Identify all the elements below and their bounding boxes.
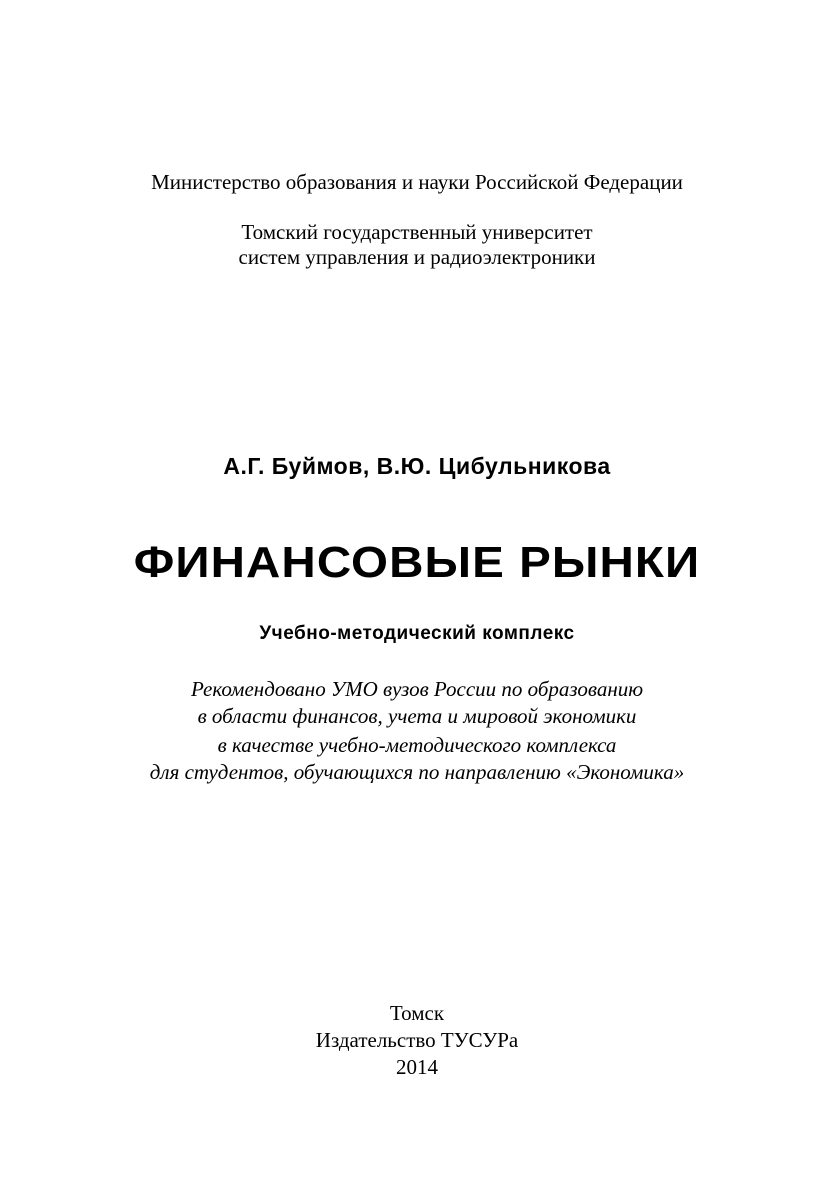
book-subtitle: Учебно-методический комплекс — [259, 623, 575, 644]
recommendation-line-3: в качестве учебно-методического комплекса — [217, 733, 617, 757]
university-line-1: Томский государственный университет — [241, 220, 593, 244]
imprint-publisher: Издательство ТУСУРа — [315, 1028, 519, 1052]
authors: А.Г. Буймов, В.Ю. Цибульникова — [223, 453, 611, 479]
book-title: ФИНАНСОВЫЕ РЫНКИ — [133, 538, 701, 587]
imprint-city: Томск — [389, 1001, 445, 1025]
recommendation-line-1: Рекомендовано УМО вузов России по образованию — [190, 677, 644, 701]
ministry-line: Министерство образования и науки Российской Федерации — [151, 170, 683, 194]
university-line-2: систем управления и радиоэлектроники — [238, 245, 596, 269]
recommendation-line-2: в области финансов, учета и мировой экономики — [197, 704, 637, 728]
imprint-year: 2014 — [396, 1055, 438, 1079]
recommendation-line-4: для студентов, обучающихся по направлению «Экономика» — [149, 760, 685, 784]
